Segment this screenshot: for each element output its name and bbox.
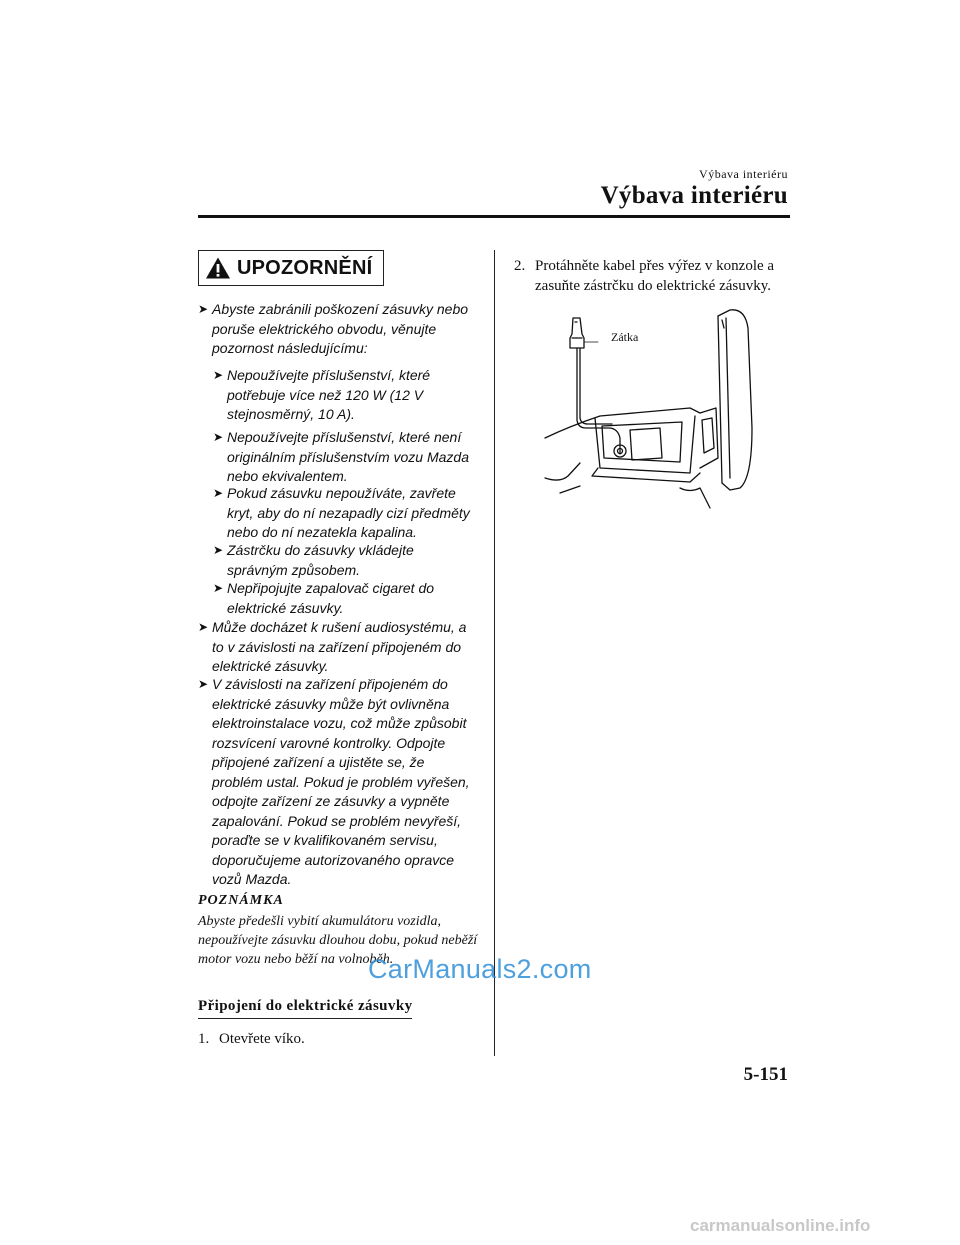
figure-label-plug: Zátka [611,330,639,344]
section-header-title: Výbava interiéru [600,182,788,209]
section-header-small: Výbava interiéru [699,167,788,181]
bullet-arrow-icon: ➤ [213,543,224,557]
bullet-arrow-icon: ➤ [213,368,224,382]
console-socket-illustration [540,308,780,518]
step-1 [198,1029,478,1049]
warning-bullet: ➤ V závislosti na zařízení připojeném do elektrické zásuvky může být ovlivněna elektroinstalace vozu, což může způsobit rozsvícení varovné kontrolky. Odpojte připojené zařízení a ujistěte se, že problém ustal. Pokud je problém vyřešen, odpojte zařízení ze zásuvky a vypněte zapalování. Pokud se problém nevyřeší, poraďte se v kvalifikovaném servisu, doporučujeme autorizovaného opravce vozů Mazda. [198,676,470,887]
step-text: Protáhněte kabel přes výřez v konzole a zasuňte zástrčku do elektrické zásuvky. [535,258,775,294]
note-text: Abyste předešli vybití akumulátoru vozidla, nepoužívejte zásuvku dlouhou dobu, pokud neběží motor vozu nebo běží na volnoběh. [198,914,478,967]
warning-title: UPOZORNĚNÍ [237,256,373,279]
step-2 [514,256,790,296]
bullet-arrow-icon: ➤ [213,486,224,500]
bullet-arrow-icon: ➤ [198,302,209,316]
step-text: Otevřete víko. [219,1031,305,1047]
warning-sub-bullet: ➤ Nepřipojujte zapalovač cigaret do elektrické zásuvky. [213,580,435,616]
bullet-arrow-icon: ➤ [198,677,209,691]
warning-triangle-icon [205,256,231,280]
warning-bullet: ➤ Abyste zabránili poškození zásuvky nebo poruše elektrického obvodu, věnujte pozornost následujícímu: [198,301,469,356]
warning-sub-bullet: ➤ Nepoužívejte příslušenství, které není originálním příslušenstvím vozu Mazda nebo ekvivalentem. [213,429,469,484]
warning-sub-bullet: ➤ Nepoužívejte příslušenství, které potřebuje více než 120 W (12 V stejnosměrný, 10 A). [213,367,431,422]
watermark-logo: CarManuals2.com [368,954,592,984]
bullet-arrow-icon: ➤ [198,620,209,634]
step-number: 2. [514,258,526,274]
note-title: POZNÁMKA [198,893,284,908]
warning-bullet: ➤ Může docházet k rušení audiosystému, a to v závislosti na zařízení připojeném do elektrické zásuvky. [198,619,467,674]
page-number: 5-151 [743,1064,788,1085]
bullet-arrow-icon: ➤ [213,581,224,595]
column-divider [494,250,495,1056]
step-number: 1. [198,1031,210,1047]
section-title: Připojení do elektrické zásuvky [198,998,412,1019]
bullet-arrow-icon: ➤ [213,430,224,444]
warning-box [198,250,384,286]
warning-sub-bullet: ➤ Pokud zásuvku nepoužíváte, zavřete kryt, aby do ní nezapadly cizí předměty nebo do ní nezatekla kapalina. [213,485,470,540]
watermark-footer: carmanualsonline.info [690,1216,871,1235]
warning-sub-bullet: ➤ Zástrčku do zásuvky vkládejte správným způsobem. [213,542,414,578]
header-divider [198,215,790,218]
